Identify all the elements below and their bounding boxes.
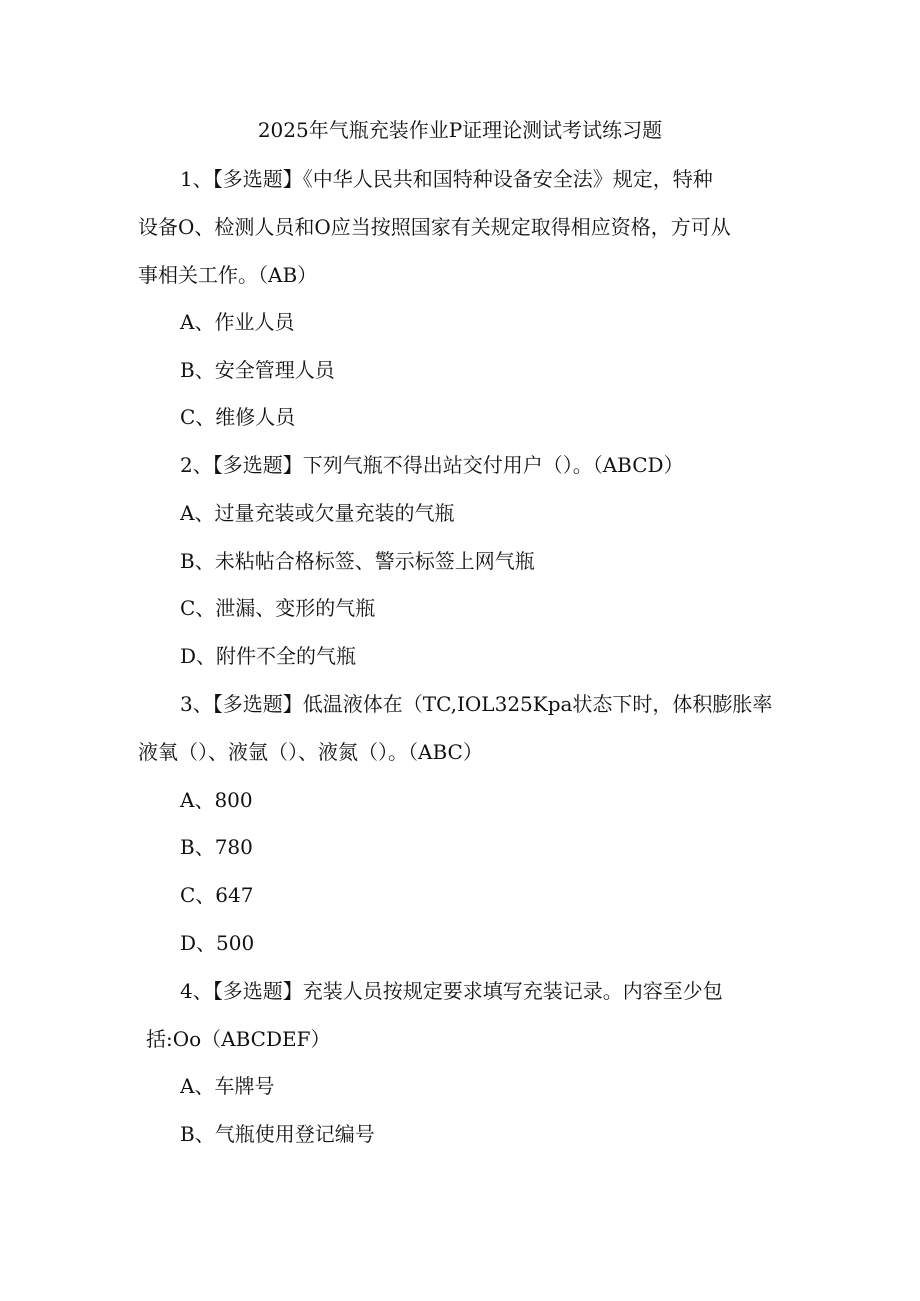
question-3-option-a: A、800 — [180, 788, 253, 812]
question-2-option-b: B、未粘帖合格标签、警示标签上网气瓶 — [180, 549, 535, 573]
question-3-option-b: B、780 — [180, 835, 253, 859]
question-3-text-line-1: 3、【多选题】低温液体在（TC,IOL325Kpa状态下时，体积膨胀率 — [180, 692, 773, 716]
question-2-option-d: D、附件不全的气瓶 — [180, 644, 357, 668]
question-4-option-b: B、气瓶使用登记编号 — [180, 1122, 375, 1146]
question-1-text-line-2: 设备O、检测人员和O应当按照国家有关规定取得相应资格，方可从 — [138, 215, 731, 239]
question-2-text-line-1: 2、【多选题】下列气瓶不得出站交付用户（）。（ABCD） — [180, 453, 684, 477]
question-2-option-a: A、过量充装或欠量充装的气瓶 — [180, 501, 455, 525]
question-1-option-a: A、作业人员 — [180, 310, 295, 334]
question-3-text-line-2: 液氧（）、液氩（）、液氮（）。（ABC） — [138, 740, 483, 764]
question-4-text-line-2: 括:Oo（ABCDEF） — [146, 1027, 331, 1051]
question-3-option-d: D、500 — [180, 931, 255, 955]
question-1-option-b: B、安全管理人员 — [180, 358, 335, 382]
document-title: 2025年气瓶充装作业P证理论测试考试练习题 — [257, 118, 663, 142]
question-1-text-line-3: 事相关工作。（AB） — [138, 263, 318, 287]
question-4-option-a: A、车牌号 — [180, 1074, 275, 1098]
question-4-text-line-1: 4、【多选题】充装人员按规定要求填写充装记录。内容至少包 — [180, 979, 723, 1003]
question-3-option-c: C、647 — [180, 883, 254, 907]
question-1-option-c: C、维修人员 — [180, 405, 296, 429]
question-1-text-line-1: 1、【多选题】《中华人民共和国特种设备安全法》规定，特种 — [180, 167, 713, 191]
question-2-option-c: C、泄漏、变形的气瓶 — [180, 596, 376, 620]
